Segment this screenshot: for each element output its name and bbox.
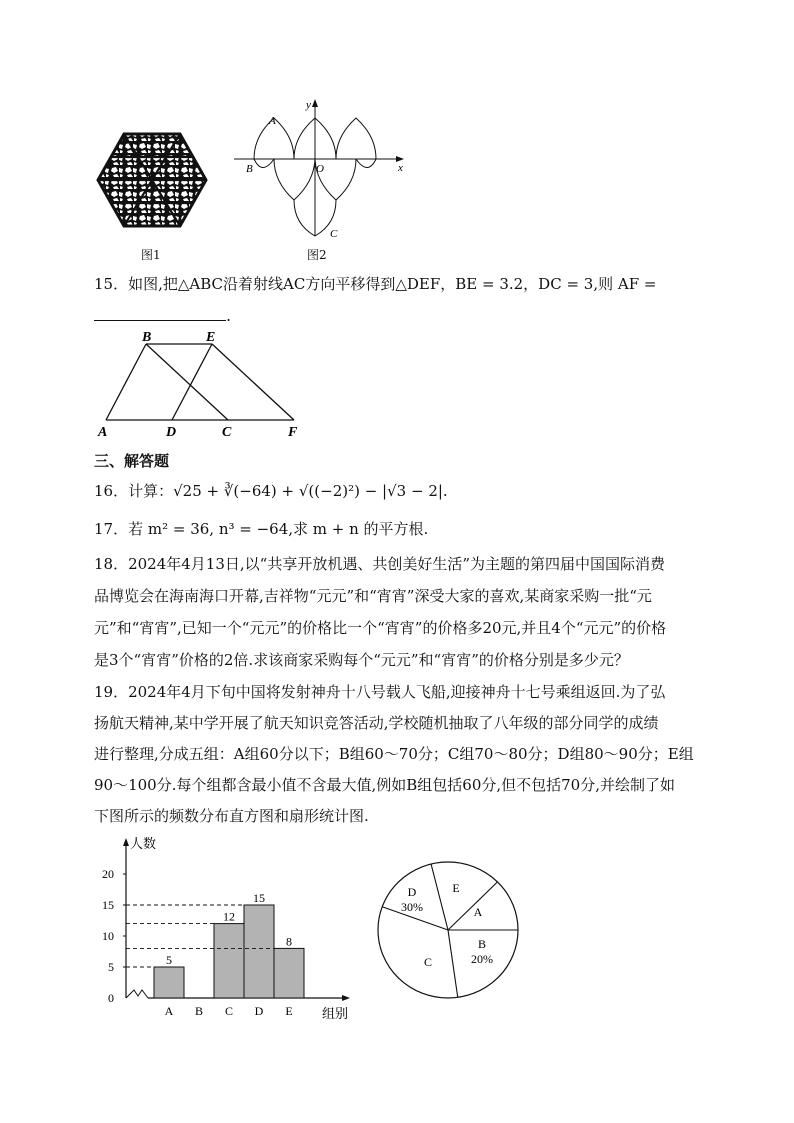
fig2-label-C: C — [330, 228, 338, 240]
q19-line-4: 90～100分.每个组都含最小值不含最大值,例如B组包括60分,但不包括70分,并绘制了如 — [94, 776, 675, 794]
section-3-heading: 三、解答题 — [94, 452, 170, 470]
histogram-data-label-C: 12 — [223, 909, 235, 924]
histogram-x-arrow — [342, 995, 350, 1001]
fig2-label-x: x — [398, 162, 403, 174]
q19-line-2: 扬航天精神,某中学开展了航天知识竞答活动,学校随机抽取了八年级的部分同学的成绩 — [94, 714, 659, 732]
histogram-data-label-A: 5 — [166, 953, 172, 967]
histogram-x-label: 组别 — [322, 1006, 349, 1021]
histogram-data-label-D: 15 — [253, 891, 265, 905]
histogram-y-tick-0: 0 — [108, 991, 114, 1005]
figure-1-caption: 图1 — [141, 248, 161, 262]
q19-line-1: 19．2024年4月下旬中国将发射神舟十八号载人飞船,迎接神舟十七号乘组返回.为了弘 — [94, 683, 666, 701]
pie-label-D: D — [407, 885, 417, 899]
pie-percent-D: 30% — [401, 900, 423, 914]
figure-2-arc-diagram — [232, 96, 412, 246]
q15-label-B: B — [142, 330, 152, 345]
q18-line-3: 元”和“宵宵”,已知一个“元元”的价格比一个“宵宵”的价格多20元,并且4个“元元”的价格 — [94, 619, 667, 637]
histogram-y-tick-20: 20 — [102, 867, 114, 881]
histogram-y-arrow — [123, 838, 129, 846]
q15-text: 15．如图,把△ABC沿着射线AC方向平移得到△DEF，BE = 3.2，DC = 3,则 AF = — [94, 275, 657, 293]
q15-label-C: C — [222, 425, 232, 440]
q15-label-D: D — [166, 425, 177, 440]
histogram-axis-break — [126, 990, 148, 998]
fig2-label-y: y — [306, 99, 311, 111]
histogram-y-tick-5: 5 — [108, 960, 114, 974]
q18-line-4: 是3个“宵宵”价格的2倍.求该商家采购每个“元元”和“宵宵”的价格分别是多少元？ — [94, 651, 629, 669]
pie-label-A: A — [473, 905, 483, 919]
histogram-y-tick-10: 10 — [102, 929, 114, 943]
q18-line-1: 18．2024年4月13日,以“共享开放机遇、共创美好生活”为主题的第四届中国国际消费 — [94, 555, 666, 573]
q15-answer-blank[interactable]: . — [94, 306, 231, 325]
pie-chart — [372, 860, 528, 1000]
histogram-category-A: A — [164, 1004, 174, 1018]
histogram-bar-E — [274, 948, 304, 998]
q19-line-5: 下图所示的频数分布直方图和扇形统计图. — [94, 807, 369, 825]
pie-percent-B: 20% — [471, 952, 493, 966]
histogram-category-D: D — [254, 1004, 264, 1018]
q19-line-3: 进行整理,分成五组：A组60分以下；B组60～70分；C组70～80分；D组80～90分；E组 — [94, 745, 694, 763]
histogram-y-tick-15: 15 — [102, 898, 114, 912]
pie-label-B: B — [477, 937, 487, 951]
pie-label-C: C — [423, 955, 433, 969]
q18-line-2: 品博览会在海南海口开幕,吉祥物“元元”和“宵宵”深受大家的喜欢,某商家采购一批“元 — [94, 587, 652, 605]
histogram-category-C: C — [224, 1004, 234, 1018]
fig2-label-B: B — [246, 163, 253, 175]
q15-translation-figure — [94, 328, 314, 440]
histogram-bar-D — [244, 905, 274, 998]
histogram-data-label-E: 8 — [286, 934, 292, 949]
histogram-category-E: E — [285, 1004, 293, 1018]
histogram-y-label: 人数 — [130, 836, 157, 851]
q15-label-A: A — [98, 425, 108, 440]
pie-label-E: E — [452, 881, 460, 895]
histogram-bar-A — [154, 967, 184, 998]
q17-text: 17．若 m² = 36, n³ = −64,求 m + n 的平方根. — [94, 520, 429, 538]
q15-label-E: E — [206, 330, 216, 345]
histogram-bar-C — [214, 924, 244, 998]
figure-1-hexagon-pattern — [96, 130, 208, 230]
histogram-category-B: B — [194, 1004, 204, 1018]
fig2-label-O: O — [316, 163, 324, 175]
fig2-label-A: A — [269, 115, 276, 127]
q15-label-F: F — [288, 425, 298, 440]
q16-text: 16．计算：√25 + ∛(−64) + √((−2)²) − |√3 − 2|. — [94, 482, 448, 500]
figure-2-caption: 图2 — [307, 248, 327, 262]
histogram-chart — [96, 830, 358, 1025]
